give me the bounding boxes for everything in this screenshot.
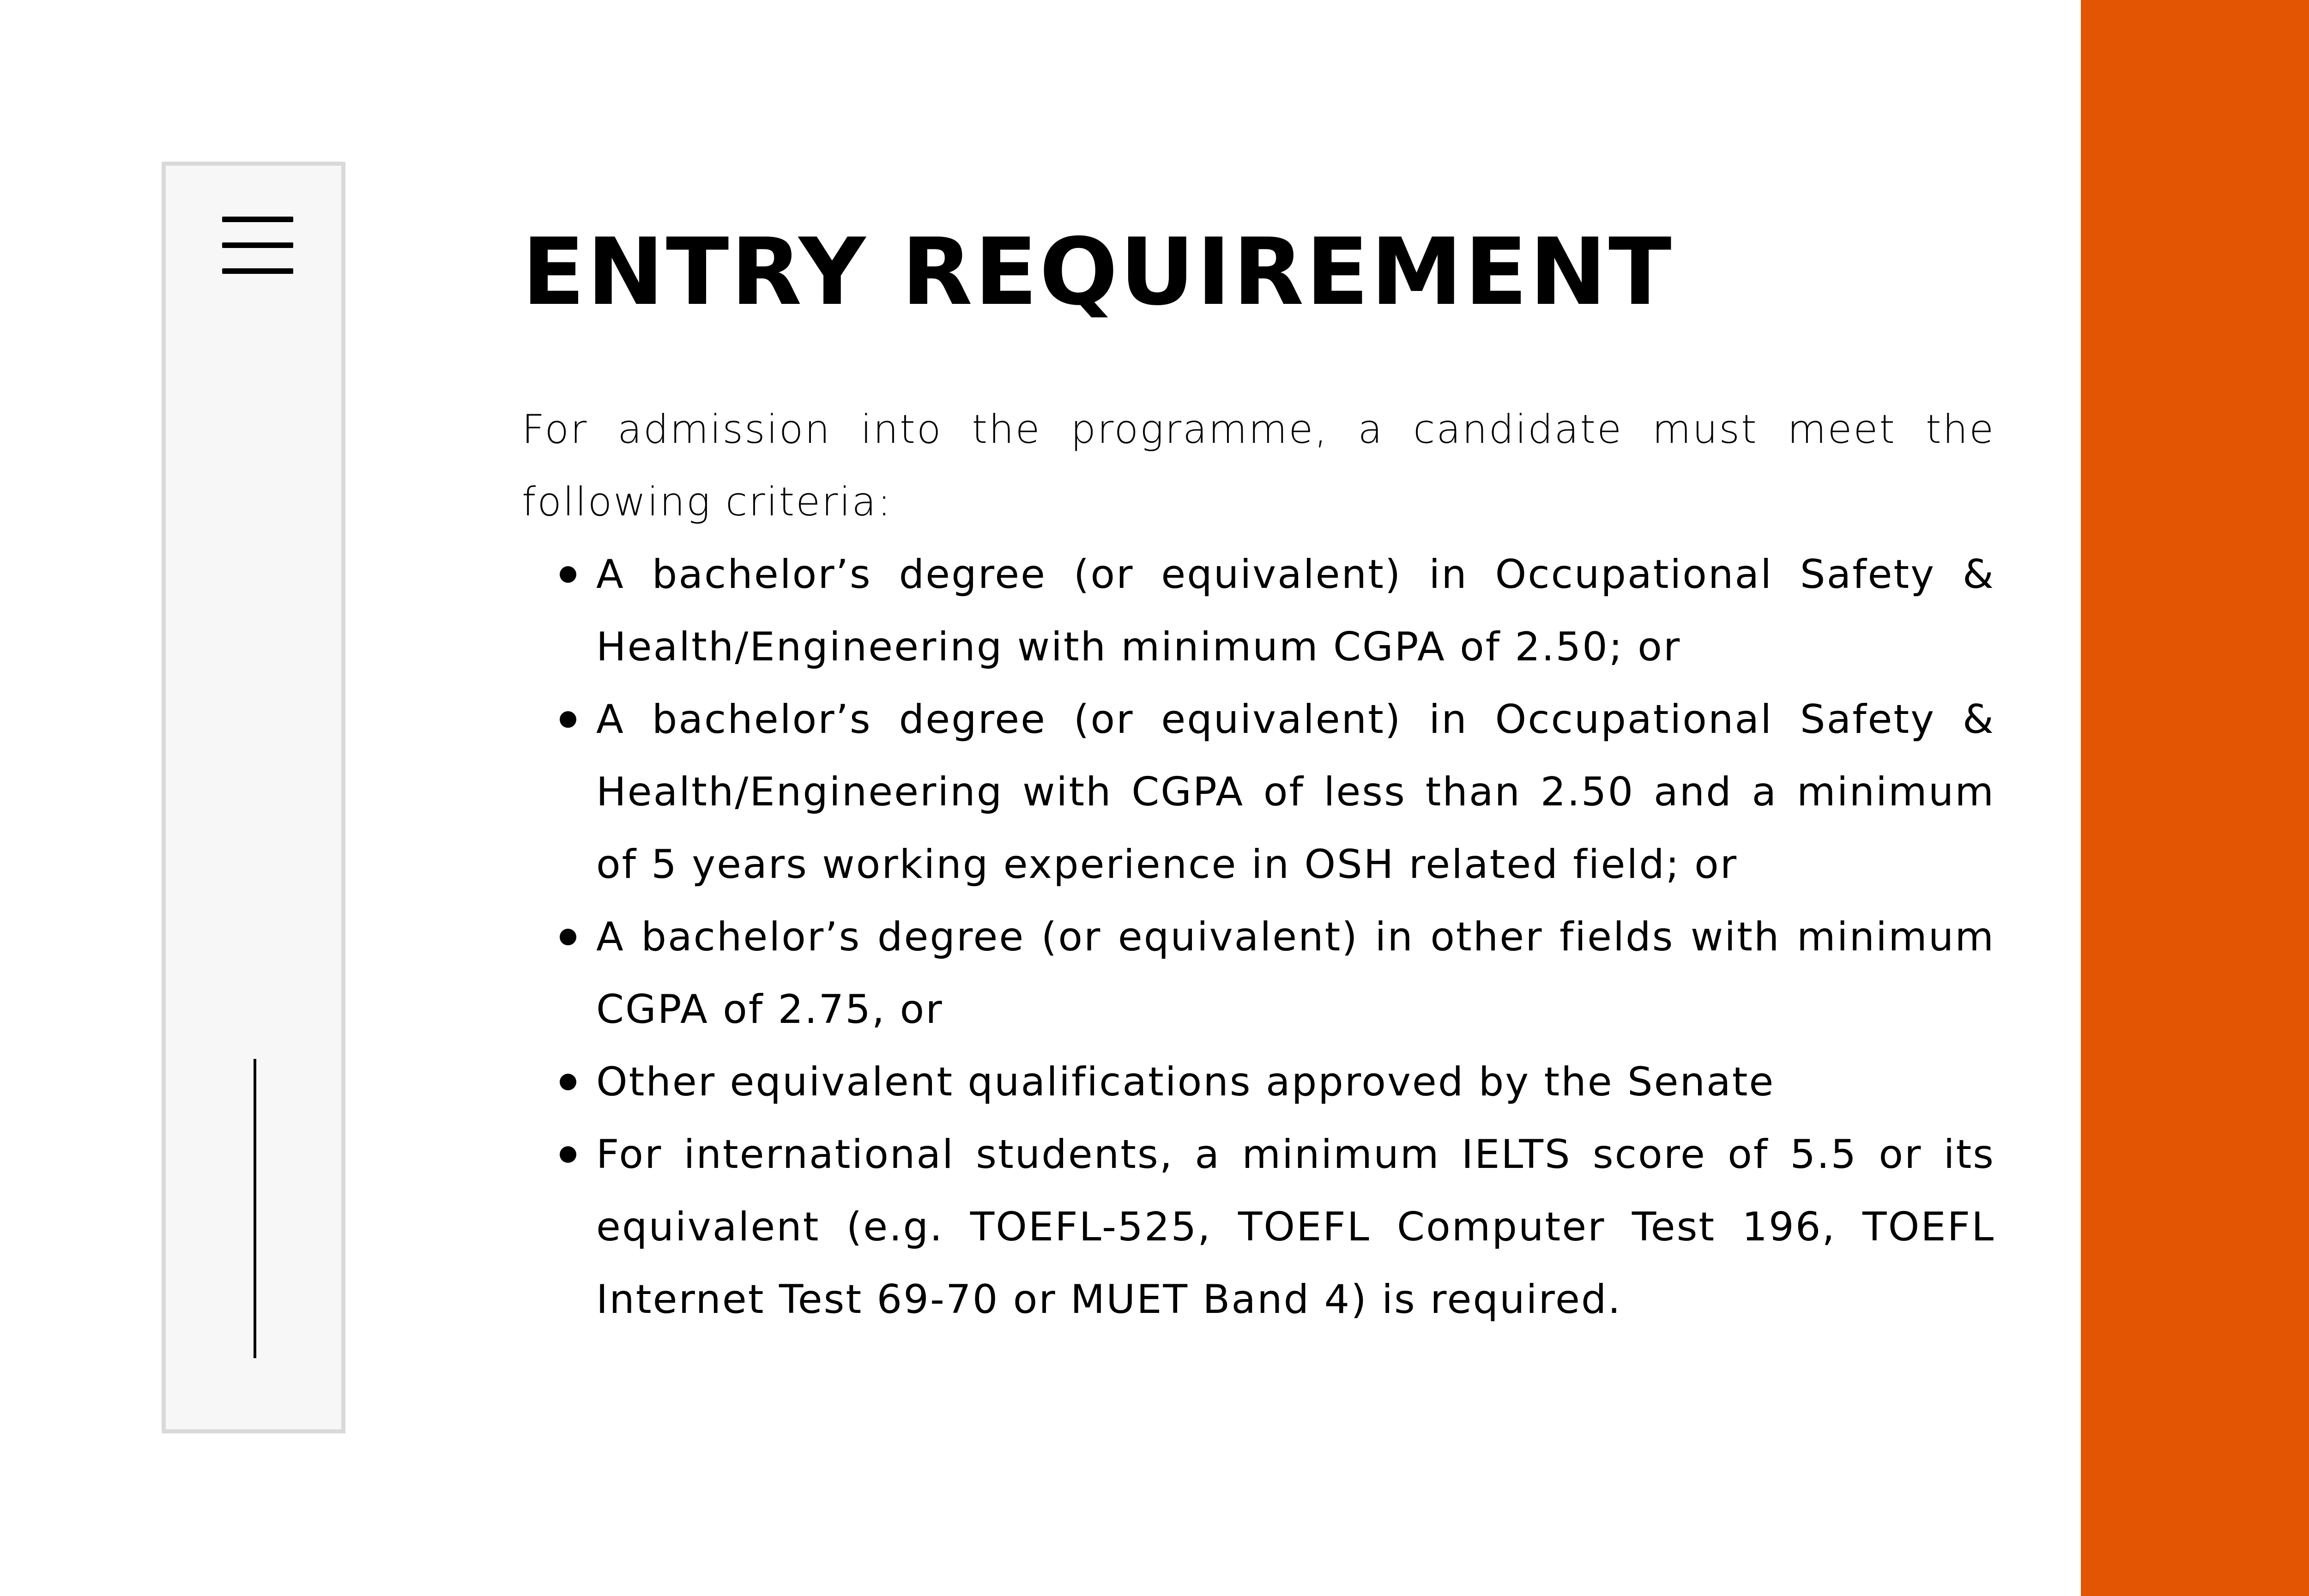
vertical-divider	[254, 1059, 256, 1358]
criteria-item	[522, 901, 1995, 1046]
criteria-item	[522, 683, 1995, 901]
orange-accent-panel	[2081, 0, 2309, 1596]
criteria-list	[522, 538, 1995, 1336]
criteria-item	[522, 1046, 1995, 1118]
criteria-text: A bachelor’s degree (or equivalent) in Occupational Safety & Health/Engineering with CGPA of less than 2.50 and a minimum of 5 years working experience in OSH related field; or	[596, 696, 1995, 888]
criteria-text: For international students, a minimum IELTS score of 5.5 or its equivalent (e.g. TOEFL-525, TOEFL Computer Test 196, TOEFL Internet Test 69-70 or MUET Band 4) is required.	[596, 1131, 1995, 1323]
bullet-icon	[560, 1146, 576, 1163]
hamburger-menu-icon[interactable]	[222, 217, 293, 276]
side-navigation-panel	[162, 162, 345, 1433]
bullet-icon	[560, 929, 576, 945]
menu-bar	[222, 217, 293, 222]
criteria-text: A bachelor’s degree (or equivalent) in Occupational Safety & Health/Engineering with minimum CGPA of 2.50; or	[596, 551, 1995, 670]
bullet-icon	[560, 566, 576, 583]
slide-content	[522, 217, 1995, 1336]
criteria-text: A bachelor’s degree (or equivalent) in other fields with minimum CGPA of 2.75, or	[596, 914, 1995, 1033]
intro-text: For admission into the programme, a candidate must meet the following criteria:	[522, 406, 1995, 525]
menu-bar	[222, 268, 293, 274]
criteria-item	[522, 538, 1995, 683]
slide-title: ENTRY REQUIREMENT	[522, 218, 1674, 326]
menu-bar	[222, 242, 293, 248]
bullet-icon	[560, 1074, 576, 1090]
criteria-item	[522, 1118, 1995, 1336]
criteria-text: Other equivalent qualifications approved by the Senate	[596, 1059, 1775, 1105]
bullet-icon	[560, 711, 576, 728]
